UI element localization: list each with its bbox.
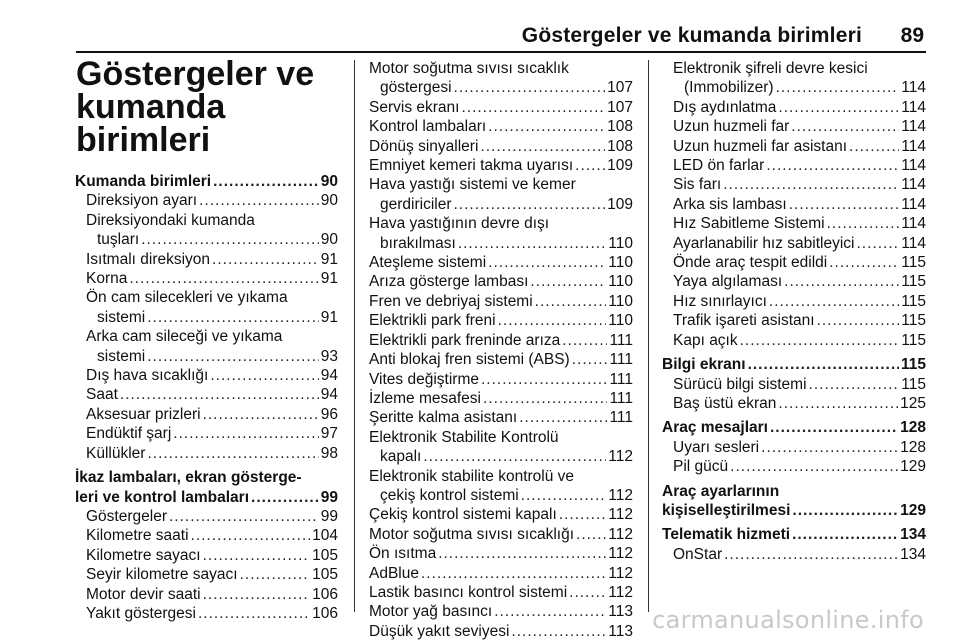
toc-entry[interactable] (75, 565, 338, 584)
toc-entry-page[interactable]: 90 (320, 173, 338, 190)
dot-leader (723, 175, 899, 194)
toc-entry[interactable] (369, 467, 633, 506)
toc-entry-label: Trafik işareti asistanı (673, 312, 815, 330)
toc-entry-label: sistemi (97, 347, 146, 365)
page-number: 89 (900, 24, 924, 47)
toc-entry[interactable] (369, 272, 633, 291)
toc-entry-label: gerdiriciler (380, 195, 452, 213)
toc-entry-label: Hava yastığının devre dışı (369, 215, 550, 233)
toc-entry-label: Ayarlanabilir hız sabitleyici (673, 234, 855, 252)
toc-entry-page[interactable]: 115 (901, 273, 926, 291)
toc-entry-page[interactable]: 105 (312, 566, 338, 584)
dot-leader (240, 565, 311, 584)
toc-entry[interactable] (75, 424, 338, 443)
toc-entry-label: LED ön farlar (673, 157, 765, 175)
toc-entry-page[interactable]: 111 (609, 331, 633, 349)
toc-entry-label: Elektronik stabilite kontrolü ve (369, 467, 575, 485)
toc-entry-page[interactable]: 111 (609, 409, 633, 427)
dot-leader (521, 486, 607, 505)
toc-entry-label: Vites değiştirme (369, 370, 479, 388)
toc-entry-label: Arıza gösterge lambası (369, 273, 529, 291)
toc-entry-label: Endüktif şarj (86, 425, 172, 443)
toc-entry[interactable] (75, 327, 338, 366)
toc-entry[interactable] (75, 191, 338, 210)
toc-entry-label: Uyarı sesleri (673, 438, 760, 456)
toc-entry-label: Araç mesajları (662, 419, 768, 437)
toc-entry-label: Fren ve debriyaj sistemi (369, 292, 533, 310)
toc-entry[interactable] (369, 331, 633, 350)
toc-entry[interactable] (369, 505, 633, 524)
dot-leader (530, 272, 606, 291)
toc-entry-label: tuşları (97, 231, 140, 249)
toc-entry-label: (Immobilizer) (684, 79, 774, 97)
toc-entry-label: Kontrol lambaları (369, 118, 487, 136)
dot-leader (849, 137, 899, 156)
dot-leader (724, 545, 898, 564)
toc-entry-label: Kilometre saati (86, 527, 189, 545)
toc-entry[interactable] (75, 507, 338, 526)
toc-entry-label: Göstergeler (86, 507, 167, 525)
toc-entry[interactable] (369, 544, 633, 563)
toc-entry[interactable] (369, 117, 633, 136)
toc-entry-label: Uzun huzmeli far asistanı (673, 137, 848, 155)
toc-entry-label: Kilometre sayacı (86, 546, 201, 564)
toc-entry-page[interactable]: 129 (900, 501, 926, 519)
toc-entry[interactable] (662, 156, 926, 175)
dot-leader (784, 272, 899, 291)
toc-entry[interactable] (662, 253, 926, 272)
dot-leader (498, 311, 607, 330)
dot-leader (562, 331, 607, 350)
toc-entry[interactable] (369, 370, 633, 389)
dot-leader (535, 292, 607, 311)
toc-entry[interactable] (662, 59, 926, 98)
toc-entry-page[interactable]: 96 (320, 405, 338, 423)
dot-leader (791, 117, 899, 136)
toc-entry-page[interactable]: 114 (901, 157, 926, 175)
dot-leader (770, 418, 898, 437)
toc-entry-page[interactable]: 115 (901, 292, 926, 310)
toc-entry-page[interactable]: 107 (607, 79, 633, 97)
toc-entry-label: Küllükler (86, 444, 146, 462)
toc-entry-page[interactable]: 111 (609, 389, 633, 407)
toc-entry[interactable] (75, 172, 338, 191)
dot-leader (191, 526, 311, 545)
toc-entry-label: Ateşleme sistemi (369, 254, 487, 272)
toc-entry-label: Motor soğutma sıvısı sıcaklık (369, 60, 569, 77)
toc-entry-page[interactable]: 109 (607, 195, 633, 213)
toc-entry-page[interactable]: 99 (320, 507, 338, 525)
toc-entry[interactable] (369, 428, 633, 467)
dot-leader (199, 191, 319, 210)
toc-entry-label: Dönüş sinyalleri (369, 137, 479, 155)
toc-entry-page[interactable]: 128 (900, 438, 926, 456)
toc-entry-label: Arka sis lambası (673, 195, 787, 213)
toc-entry-label: Korna (86, 270, 128, 288)
dot-leader (769, 292, 899, 311)
toc-entry[interactable] (369, 583, 633, 602)
toc-entry-label: Uzun huzmeli far (673, 118, 790, 136)
toc-entry[interactable] (662, 331, 926, 350)
toc-entry-label: AdBlue (369, 564, 419, 582)
dot-leader (559, 505, 606, 524)
dot-leader (778, 98, 899, 117)
dot-leader (809, 375, 900, 394)
toc-entry-label: kişiselleştirilmesi (662, 501, 791, 519)
toc-entry-label: Bilgi ekranı (662, 356, 746, 374)
toc-entry-label: OnStar (673, 545, 723, 563)
toc-entry-page[interactable]: 93 (320, 347, 338, 365)
dot-leader (511, 622, 606, 641)
toc-entry-label: Motor yağ basıncı (369, 603, 493, 621)
dot-leader (761, 438, 898, 457)
toc-entry[interactable] (369, 156, 633, 175)
toc-entry-page[interactable]: 91 (320, 270, 338, 288)
toc-entry[interactable] (662, 98, 926, 117)
toc-entry-label: çekiş kontrol sistemi (380, 486, 519, 504)
toc-entry-label: Hız Sabitleme Sistemi (673, 215, 825, 233)
toc-entry-page[interactable]: 111 (609, 370, 633, 388)
dot-leader (129, 269, 318, 288)
toc-entry-page[interactable]: 110 (608, 273, 633, 291)
toc-entry-label: İzleme mesafesi (369, 389, 481, 407)
dot-leader (519, 408, 607, 427)
toc-entry-label: Elektrikli park freni (369, 312, 496, 330)
toc-entry[interactable] (369, 525, 633, 544)
toc-entry-label: Direksiyondaki kumanda (86, 211, 255, 229)
toc-entry[interactable] (662, 545, 926, 564)
toc-entry-page[interactable]: 114 (901, 215, 926, 233)
dot-leader (789, 195, 900, 214)
toc-entry-label: Arka cam sileceği ve yıkama (86, 328, 283, 346)
toc-entry-label: Saat (86, 386, 118, 404)
toc-entry[interactable] (75, 468, 338, 507)
toc-entry-page[interactable]: 115 (901, 312, 926, 330)
toc-entry-label: Araç ayarlarının (662, 482, 780, 500)
dot-leader (147, 308, 319, 327)
dot-leader (778, 394, 898, 413)
toc-entry-page[interactable]: 112 (608, 564, 633, 582)
toc-entry-page[interactable]: 106 (312, 604, 338, 622)
toc-entry-page[interactable]: 106 (312, 585, 338, 603)
toc-entry-label: Şeritte kalma asistanı (369, 409, 518, 427)
toc-entry-label: Hız sınırlayıcı (673, 292, 767, 310)
toc-entry-label: Çekiş kontrol sistemi kapalı (369, 506, 557, 524)
toc-entry-label: Aksesuar prizleri (86, 405, 201, 423)
toc-entry-page[interactable]: 108 (607, 118, 633, 136)
toc-entry-page[interactable]: 125 (900, 394, 926, 412)
toc-entry-label: Dış hava sıcaklığı (86, 367, 209, 385)
toc-entry-page[interactable]: 97 (320, 425, 338, 443)
toc-entry-label: Hava yastığı sistemi ve kemer (369, 176, 576, 194)
toc-entry-label: kapalı (380, 448, 422, 466)
column-divider-2 (648, 60, 649, 612)
dot-leader (494, 602, 606, 621)
toc-entry-label: Seyir kilometre sayacı (86, 566, 238, 584)
toc-entry-page[interactable]: 112 (608, 525, 633, 543)
toc-entry[interactable] (662, 482, 926, 521)
toc-entry-label: Motor soğutma sıvısı sıcaklığı (369, 525, 575, 543)
dot-leader (792, 525, 898, 544)
toc-entry[interactable] (369, 622, 633, 641)
toc-entry-label: Lastik basıncı kontrol sistemi (369, 583, 568, 601)
toc-entry[interactable] (75, 585, 338, 604)
toc-entry-label: Sürücü bilgi sistemi (673, 375, 807, 393)
toc-entry-page[interactable]: 115 (901, 331, 926, 349)
column-divider-1 (354, 60, 355, 612)
dot-leader (857, 234, 900, 253)
dot-leader (251, 488, 319, 507)
toc-entry-label: Düşük yakıt seviyesi (369, 622, 510, 640)
dot-leader (169, 507, 319, 526)
toc-entry-label: göstergesi (380, 79, 452, 97)
toc-entry-page[interactable]: 134 (900, 545, 926, 563)
header-rule (76, 51, 926, 53)
section-title: Göstergeler ve kumanda birimleri (76, 55, 315, 159)
toc-entry-page[interactable]: 91 (320, 250, 338, 268)
toc-entry[interactable] (369, 98, 633, 117)
dot-leader (829, 253, 899, 272)
toc-entry[interactable] (369, 214, 633, 253)
toc-entry[interactable] (662, 137, 926, 156)
toc-entry-page[interactable]: 110 (608, 292, 633, 310)
toc-entry-label: Pil gücü (673, 458, 729, 476)
dot-leader (198, 604, 310, 623)
dot-leader (210, 366, 318, 385)
toc-entry-page[interactable]: 113 (608, 622, 633, 640)
toc-entry-page[interactable]: 94 (320, 386, 338, 404)
toc-entry[interactable] (75, 211, 338, 250)
toc-entry-label: bırakılması (380, 234, 456, 252)
toc-entry[interactable] (75, 250, 338, 269)
toc-entry-page[interactable]: 112 (608, 583, 633, 601)
toc-entry-page[interactable]: 114 (901, 79, 926, 97)
toc-entry-page[interactable]: 90 (320, 231, 338, 249)
toc-entry-label: Yaya algılaması (673, 273, 783, 291)
toc-entry-label: Elektrikli park freninde arıza (369, 331, 561, 349)
dot-leader (575, 156, 605, 175)
toc-entry-label: Direksiyon ayarı (86, 192, 198, 210)
toc-entry[interactable] (369, 389, 633, 408)
toc-column-3 (662, 59, 926, 564)
toc-entry-label: Emniyet kemeri takma uyarısı (369, 157, 574, 175)
dot-leader (748, 355, 899, 374)
toc-entry-page[interactable]: 110 (608, 312, 633, 330)
dot-leader (458, 234, 606, 253)
toc-entry-page[interactable]: 128 (900, 419, 926, 437)
dot-leader (827, 214, 900, 233)
toc-entry-page[interactable]: 112 (608, 545, 633, 563)
toc-entry[interactable] (369, 292, 633, 311)
toc-entry-page[interactable]: 109 (607, 157, 633, 175)
toc-entry[interactable] (662, 457, 926, 476)
toc-entry-page[interactable]: 114 (901, 176, 926, 194)
toc-entry[interactable] (662, 234, 926, 253)
toc-entry-label: Yakıt göstergesi (86, 604, 196, 622)
toc-entry-page[interactable]: 115 (900, 356, 926, 374)
toc-entry[interactable] (369, 137, 633, 156)
toc-column-2 (369, 59, 633, 641)
toc-entry[interactable] (662, 418, 926, 437)
toc-entry-page[interactable]: 91 (320, 308, 338, 326)
dot-leader (203, 405, 319, 424)
toc-entry[interactable] (369, 564, 633, 583)
toc-entry[interactable] (75, 405, 338, 424)
dot-leader (147, 444, 318, 463)
toc-entry[interactable] (662, 438, 926, 457)
toc-entry-page[interactable]: 129 (900, 458, 926, 476)
toc-entry[interactable] (75, 288, 338, 327)
toc-entry[interactable] (662, 311, 926, 330)
toc-entry-page[interactable]: 114 (901, 118, 926, 136)
toc-entry[interactable] (75, 526, 338, 545)
toc-entry[interactable] (369, 59, 633, 98)
toc-entry[interactable] (662, 214, 926, 233)
toc-entry[interactable] (369, 253, 633, 272)
toc-entry-page[interactable]: 108 (607, 137, 633, 155)
toc-entry-label: Sis farı (673, 176, 722, 194)
toc-entry-page[interactable]: 105 (312, 546, 338, 564)
toc-entry-label: Elektronik şifreli devre kesici (673, 60, 868, 77)
dot-leader (776, 78, 900, 97)
dot-leader (740, 331, 900, 350)
dot-leader (213, 172, 319, 191)
dot-leader (766, 156, 899, 175)
toc-column-1 (75, 172, 338, 623)
header-title: Göstergeler ve kumanda birimleri (521, 24, 862, 47)
toc-entry-label: Dış aydınlatma (673, 98, 777, 116)
toc-entry[interactable] (75, 444, 338, 463)
toc-entry-page[interactable]: 112 (608, 486, 633, 504)
toc-entry[interactable] (75, 385, 338, 404)
dot-leader (147, 347, 319, 366)
dot-leader (203, 546, 311, 565)
toc-entry-label: Baş üstü ekran (673, 394, 777, 412)
toc-entry[interactable] (662, 355, 926, 374)
dot-leader (576, 525, 606, 544)
toc-entry-label: İkaz lambaları, ekran gösterge- (75, 469, 302, 487)
toc-entry-label: Kumanda birimleri (75, 173, 212, 190)
toc-entry[interactable] (369, 311, 633, 330)
dot-leader (141, 230, 319, 249)
toc-entry-page[interactable]: 113 (608, 603, 633, 621)
toc-entry-page[interactable]: 115 (901, 375, 926, 393)
toc-entry-page[interactable]: 114 (901, 137, 926, 155)
toc-entry-page[interactable]: 114 (901, 195, 926, 213)
dot-leader (792, 501, 898, 520)
toc-entry[interactable] (662, 195, 926, 214)
toc-entry-label: Ön cam silecekleri ve yıkama (86, 289, 288, 307)
toc-entry[interactable] (75, 269, 338, 288)
toc-entry[interactable] (369, 350, 633, 369)
toc-entry-label: Önde araç tespit edildi (673, 254, 828, 272)
dot-leader (488, 117, 605, 136)
dot-leader (481, 370, 607, 389)
toc-entry-page[interactable]: 104 (312, 527, 338, 545)
dot-leader (480, 137, 605, 156)
toc-entry-page[interactable]: 110 (608, 234, 633, 252)
toc-entry-page[interactable]: 99 (320, 488, 338, 506)
dot-leader (461, 98, 605, 117)
dot-leader (421, 564, 606, 583)
dot-leader (454, 195, 606, 214)
dot-leader (212, 250, 319, 269)
toc-entry[interactable] (75, 604, 338, 623)
toc-entry-page[interactable]: 94 (320, 367, 338, 385)
toc-entry-page[interactable]: 110 (608, 254, 633, 272)
toc-entry-page[interactable]: 134 (900, 526, 926, 544)
watermark: carmanualsonline.info (652, 606, 924, 634)
toc-entry[interactable] (662, 525, 926, 544)
toc-entry-label: Servis ekranı (369, 98, 460, 116)
toc-entry-label: Anti blokaj fren sistemi (ABS) (369, 351, 570, 369)
toc-entry-label: Telematik hizmeti (662, 526, 791, 544)
toc-entry[interactable] (662, 375, 926, 394)
toc-entry[interactable] (662, 175, 926, 194)
toc-entry-page[interactable]: 114 (901, 234, 926, 252)
dot-leader (817, 311, 900, 330)
toc-entry[interactable] (369, 175, 633, 214)
toc-entry-page[interactable]: 107 (607, 98, 633, 116)
dot-leader (438, 544, 606, 563)
toc-entry-page[interactable]: 90 (320, 192, 338, 210)
toc-entry[interactable] (662, 292, 926, 311)
toc-entry[interactable] (369, 602, 633, 621)
toc-entry[interactable] (662, 394, 926, 413)
toc-entry[interactable] (662, 117, 926, 136)
toc-entry-label: Motor devir saati (86, 585, 201, 603)
toc-entry-label: Isıtmalı direksiyon (86, 250, 211, 268)
running-header (76, 24, 926, 50)
toc-entry-label: Kapı açık (673, 331, 738, 349)
toc-entry-page[interactable]: 111 (609, 351, 633, 369)
dot-leader (483, 389, 607, 408)
toc-entry-label: leri ve kontrol lambaları (75, 488, 250, 506)
toc-entry[interactable] (662, 272, 926, 291)
toc-entry-label: Elektronik Stabilite Kontrolü (369, 428, 559, 446)
toc-entry-page[interactable]: 112 (608, 448, 633, 466)
toc-entry-page[interactable]: 114 (901, 98, 926, 116)
toc-entry-page[interactable]: 112 (608, 506, 633, 524)
toc-entry-page[interactable]: 98 (320, 444, 338, 462)
toc-entry-label: Ön ısıtma (369, 545, 437, 563)
dot-leader (173, 424, 318, 443)
toc-entry[interactable] (75, 366, 338, 385)
toc-entry-page[interactable]: 115 (901, 254, 926, 272)
dot-leader (454, 78, 606, 97)
toc-entry[interactable] (369, 408, 633, 427)
dot-leader (203, 585, 311, 604)
dot-leader (423, 447, 606, 466)
dot-leader (569, 583, 606, 602)
dot-leader (730, 457, 898, 476)
toc-entry-label: sistemi (97, 308, 146, 326)
toc-entry[interactable] (75, 546, 338, 565)
dot-leader (488, 253, 606, 272)
dot-leader (120, 385, 319, 404)
dot-leader (572, 350, 608, 369)
